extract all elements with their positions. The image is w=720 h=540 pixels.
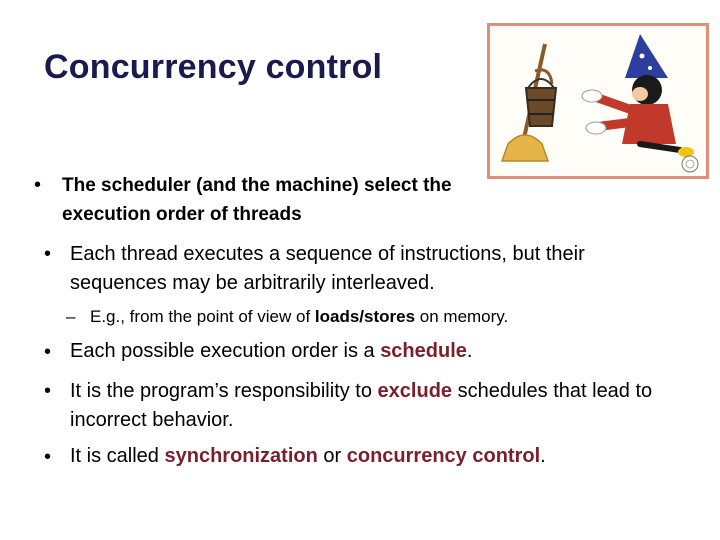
sorcerers-apprentice-illustration-icon [487, 23, 709, 179]
bullet-marker: • [44, 380, 52, 402]
keyword-schedule: schedule [380, 340, 467, 362]
sub-bullet-suffix: on memory. [415, 307, 509, 326]
keyword-concurrency-control: concurrency control [346, 445, 541, 467]
bullet-marker: • [44, 446, 52, 468]
bullet-marker: • [34, 174, 42, 196]
loads-stores-emphasis: loads/stores [314, 307, 416, 326]
bullet-exclude [44, 377, 684, 435]
bullet-marker: • [44, 341, 52, 363]
sub-bullet-loads-stores [66, 305, 508, 329]
slide-title: Concurrency control [44, 48, 383, 86]
bullet-text: The scheduler (and the machine) select the execution order of threads [62, 175, 452, 225]
bullet-suffix: schedules that lead to incorrect behavior. [70, 380, 653, 431]
keyword-synchronization: synchronization [164, 445, 318, 467]
keyword-exclude: exclude [377, 380, 453, 402]
bullet-schedule [44, 339, 684, 365]
sub-bullet-prefix: E.g., from the point of view of [90, 307, 315, 326]
bullet-thread-sequence [44, 240, 684, 298]
bullet-text [70, 377, 684, 435]
bullet-text [70, 444, 546, 469]
bullet-suffix: . [540, 445, 546, 467]
bullet-marker: • [44, 243, 52, 265]
dash-marker: – [66, 307, 76, 326]
bullet-text [70, 339, 472, 364]
bullet-scheduler [34, 171, 494, 229]
bullet-text: Each thread executes a sequence of instructions, but their sequences may be arbitrarily interleaved. [70, 243, 585, 294]
bullet-prefix: It is called [70, 445, 165, 467]
bullet-prefix: It is the program’s responsibility to [70, 380, 378, 402]
bullet-middle: or [317, 445, 347, 467]
bullet-prefix: Each possible execution order is a [70, 340, 381, 362]
bullet-synchronization [44, 444, 684, 470]
sub-bullet-text [90, 305, 508, 329]
bullet-suffix: . [466, 340, 473, 362]
